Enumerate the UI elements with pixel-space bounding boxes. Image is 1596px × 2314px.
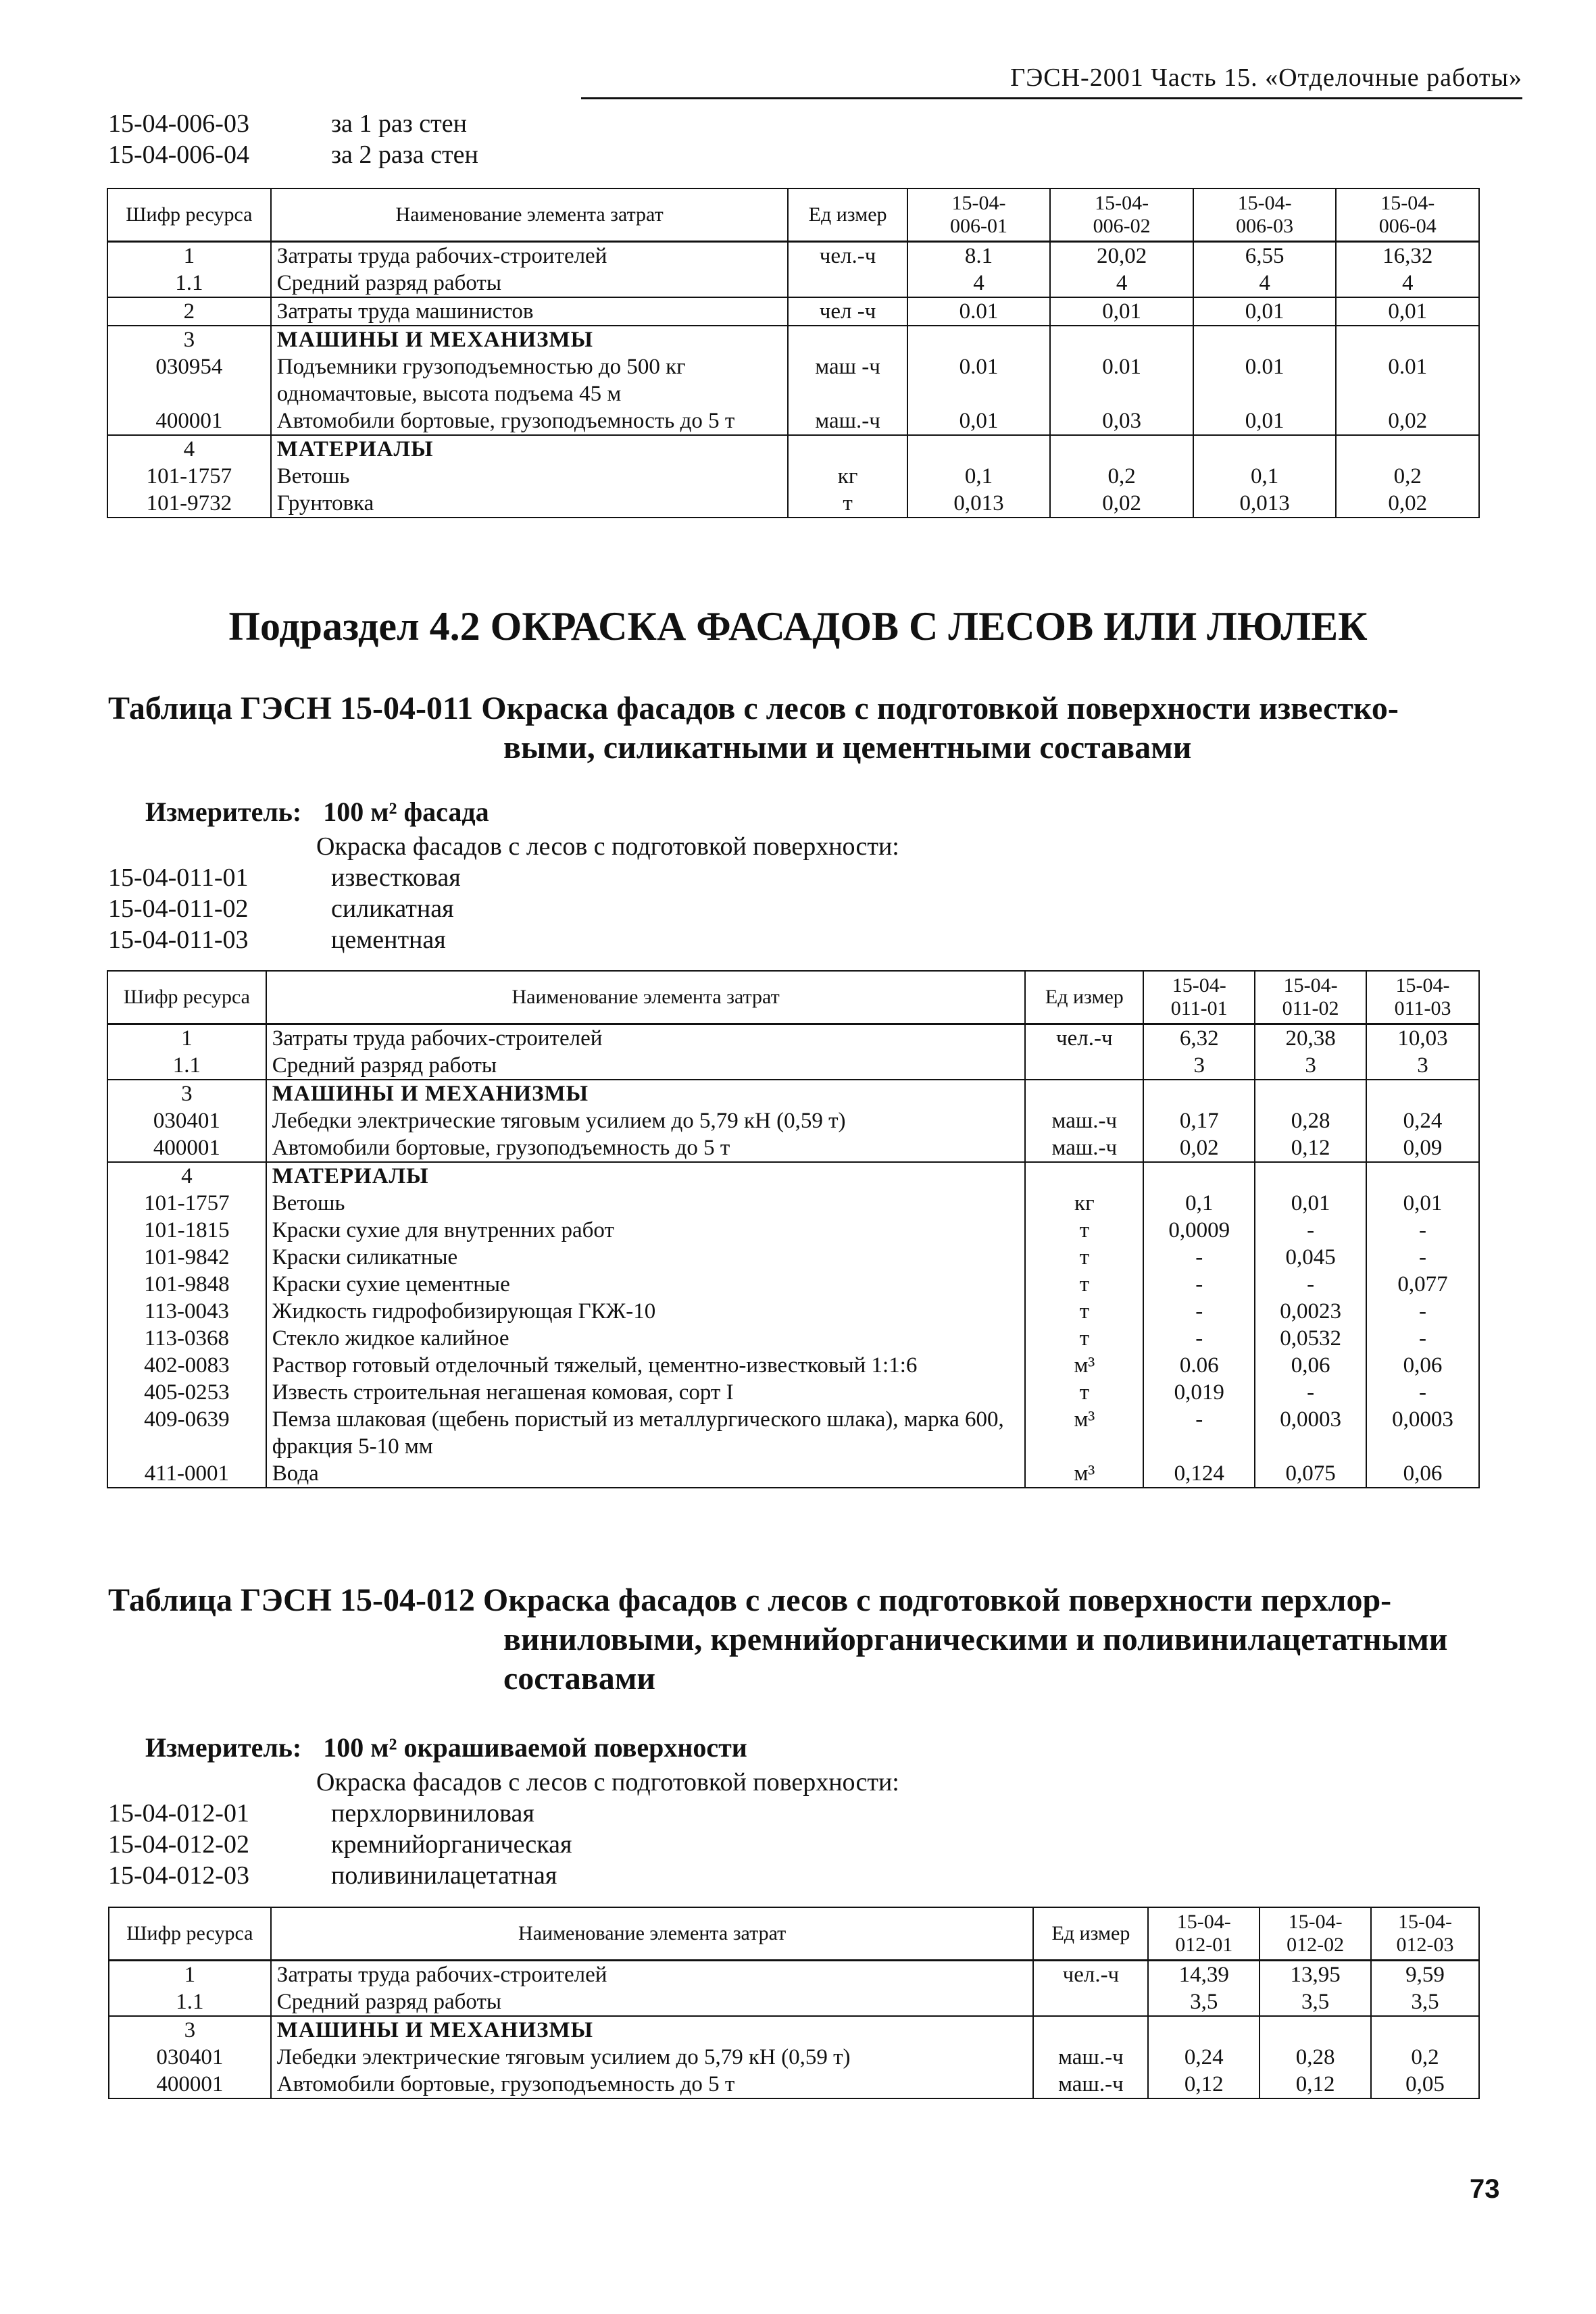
- table-title-line: Таблица ГЭСН 15-04-011 Окраска фасадов с лесов с подготовкой поверхности известко-: [108, 690, 1399, 726]
- item-text: перхлорвиниловая: [331, 1799, 534, 1828]
- column-header: 15-04- 011-01: [1143, 971, 1255, 1024]
- item-code: 15-04-006-04: [108, 141, 249, 169]
- value-cell: [1050, 326, 1193, 353]
- value-cell: -: [1255, 1379, 1366, 1406]
- value-cell: 3,5: [1260, 1988, 1371, 2016]
- value-cell: [1143, 1080, 1255, 1107]
- value-cell: [1193, 326, 1337, 353]
- table-row: [107, 1024, 1479, 1053]
- resource-code-cell: 101-1815: [107, 1217, 266, 1244]
- cost-element-cell: Автомобили бортовые, грузоподъемность до 5 т: [266, 1134, 1026, 1162]
- unit-cell: чел.-ч: [788, 242, 907, 270]
- table-row: [107, 1134, 1479, 1162]
- value-cell: [1193, 435, 1337, 463]
- unit-cell: [1025, 1080, 1143, 1107]
- cost-element-cell: Стекло жидкое калийное: [266, 1325, 1026, 1352]
- value-cell: 0,01: [1366, 1190, 1479, 1217]
- table-row: [107, 407, 1479, 435]
- item-text: цементная: [331, 926, 446, 954]
- table-title-15-04-011: [108, 689, 1514, 768]
- unit-cell: кг: [788, 463, 907, 490]
- value-cell: 0,24: [1148, 2044, 1260, 2071]
- resource-code-cell: 1: [107, 1024, 266, 1053]
- value-cell: 8.1: [907, 242, 1051, 270]
- resource-code-cell: 113-0368: [107, 1325, 266, 1352]
- resource-code-cell: 400001: [107, 1134, 266, 1162]
- table-row: [107, 1080, 1479, 1107]
- cost-element-cell: Пемза шлаковая (щебень пористый из металлургического шлака), марка 600, фракция 5-10 мм: [266, 1406, 1026, 1460]
- value-cell: -: [1143, 1271, 1255, 1298]
- cost-element-cell: Известь строительная негашеная комовая, сорт I: [266, 1379, 1026, 1406]
- unit-cell: чел.-ч: [1025, 1024, 1143, 1053]
- cost-element-cell: Затраты труда рабочих-строителей: [271, 1961, 1034, 1989]
- unit-cell: т: [1025, 1217, 1143, 1244]
- norm-table-15-04-011: [107, 970, 1480, 1488]
- value-cell: 0,077: [1366, 1271, 1479, 1298]
- item-code: 15-04-012-03: [108, 1861, 249, 1890]
- running-header: ГЭСН-2001 Часть 15. «Отделочные работы»: [1010, 64, 1522, 92]
- item-text: за 2 раза стен: [331, 141, 478, 169]
- value-cell: -: [1366, 1325, 1479, 1352]
- value-cell: 9,59: [1371, 1961, 1479, 1989]
- unit-cell: чел -ч: [788, 297, 907, 326]
- resource-code-cell: 113-0043: [107, 1298, 266, 1325]
- table-row: [107, 1298, 1479, 1325]
- list-item: [0, 1798, 1596, 1829]
- value-cell: -: [1143, 1244, 1255, 1271]
- value-cell: 13,95: [1260, 1961, 1371, 1989]
- value-cell: 0.06: [1143, 1352, 1255, 1379]
- value-cell: 0,05: [1371, 2071, 1479, 2098]
- value-cell: 0,01: [1255, 1190, 1366, 1217]
- value-cell: [1143, 1162, 1255, 1190]
- value-cell: 0,2: [1050, 463, 1193, 490]
- value-cell: 0,1: [1193, 463, 1337, 490]
- item-code: 15-04-006-03: [108, 109, 249, 138]
- unit-cell: т: [788, 490, 907, 518]
- column-header: 15-04- 012-02: [1260, 1907, 1371, 1961]
- column-header: 15-04- 006-04: [1336, 188, 1479, 242]
- column-header: 15-04- 006-03: [1193, 188, 1337, 242]
- value-cell: 0,0003: [1255, 1406, 1366, 1460]
- norm-table-15-04-012: [108, 1907, 1480, 2099]
- table-row: [109, 2016, 1479, 2044]
- value-cell: 0,01: [1193, 297, 1337, 326]
- cost-element-cell: Затраты труда рабочих-строителей: [271, 242, 789, 270]
- column-header: Наименование элемента затрат: [271, 1907, 1034, 1961]
- meter-line: [145, 1732, 747, 1763]
- resource-code-cell: 1.1: [107, 270, 271, 297]
- table-row: [107, 1190, 1479, 1217]
- resource-code-cell: 1: [107, 242, 271, 270]
- resource-code-cell: 3: [107, 326, 271, 353]
- cost-element-cell: Раствор готовый отделочный тяжелый, цементно-известковый 1:1:6: [266, 1352, 1026, 1379]
- value-cell: 0,01: [1336, 297, 1479, 326]
- unit-cell: м³: [1025, 1352, 1143, 1379]
- value-cell: 0,1: [1143, 1190, 1255, 1217]
- cost-element-cell: Краски сухие цементные: [266, 1271, 1026, 1298]
- table-row: [107, 326, 1479, 353]
- cost-element-cell: Средний разряд работы: [271, 270, 789, 297]
- table-row: [107, 1052, 1479, 1080]
- resource-code-cell: 400001: [109, 2071, 271, 2098]
- value-cell: 0,02: [1336, 407, 1479, 435]
- unit-cell: [788, 270, 907, 297]
- value-cell: 0.01: [1193, 353, 1337, 407]
- cost-element-cell: Ветошь: [271, 463, 789, 490]
- t3-item-list: [0, 1767, 1596, 1891]
- value-cell: [1366, 1080, 1479, 1107]
- meter-value: 100 м² окрашиваемой поверхности: [323, 1732, 747, 1763]
- column-header: 15-04- 011-02: [1255, 971, 1366, 1024]
- meter-label: Измеритель:: [145, 797, 302, 827]
- list-item: [0, 139, 1596, 170]
- cost-element-cell: Затраты труда машинистов: [271, 297, 789, 326]
- unit-cell: м³: [1025, 1460, 1143, 1488]
- column-header: 15-04- 011-03: [1366, 971, 1479, 1024]
- value-cell: 4: [1336, 270, 1479, 297]
- value-cell: 0,124: [1143, 1460, 1255, 1488]
- value-cell: 0,075: [1255, 1460, 1366, 1488]
- unit-cell: т: [1025, 1244, 1143, 1271]
- resource-code-cell: 030401: [107, 1107, 266, 1134]
- column-header: Шифр ресурса: [107, 188, 271, 242]
- value-cell: 0,12: [1260, 2071, 1371, 2098]
- table-row: [107, 1352, 1479, 1379]
- value-cell: 0,01: [1050, 297, 1193, 326]
- resource-code-cell: 3: [107, 1080, 266, 1107]
- list-item: [0, 924, 1596, 955]
- list-item: [0, 108, 1596, 139]
- table-row: [107, 490, 1479, 518]
- value-cell: 0,02: [1050, 490, 1193, 518]
- t2-item-list: [0, 831, 1596, 955]
- value-cell: 0,013: [1193, 490, 1337, 518]
- column-header: Наименование элемента затрат: [266, 971, 1026, 1024]
- table-row: [107, 1162, 1479, 1190]
- value-cell: -: [1255, 1217, 1366, 1244]
- table-row: [107, 435, 1479, 463]
- value-cell: -: [1143, 1325, 1255, 1352]
- column-header: 15-04- 006-02: [1050, 188, 1193, 242]
- item-text: кремнийорганическая: [331, 1830, 572, 1859]
- item-text: силикатная: [331, 895, 454, 923]
- table-row: [107, 1271, 1479, 1298]
- unit-cell: маш.-ч: [1033, 2044, 1148, 2071]
- value-cell: 0,12: [1255, 1134, 1366, 1162]
- value-cell: 0,0003: [1366, 1406, 1479, 1460]
- value-cell: 14,39: [1148, 1961, 1260, 1989]
- column-header: Шифр ресурса: [109, 1907, 271, 1961]
- value-cell: -: [1255, 1271, 1366, 1298]
- table-row: [109, 2071, 1479, 2098]
- value-cell: [1148, 2016, 1260, 2044]
- resource-code-cell: 1.1: [109, 1988, 271, 2016]
- value-cell: 0,0023: [1255, 1298, 1366, 1325]
- list-item: [0, 1860, 1596, 1891]
- unit-cell: маш.-ч: [1033, 2071, 1148, 2098]
- table-row: [107, 1406, 1479, 1460]
- item-code: 15-04-011-02: [108, 895, 249, 923]
- value-cell: 3,5: [1371, 1988, 1479, 2016]
- list-item: [0, 862, 1596, 893]
- value-cell: 3: [1255, 1052, 1366, 1080]
- cost-element-cell: МАШИНЫ И МЕХАНИЗМЫ: [271, 2016, 1034, 2044]
- value-cell: 0,045: [1255, 1244, 1366, 1271]
- header-rule: [581, 97, 1522, 99]
- resource-code-cell: 2: [107, 297, 271, 326]
- value-cell: [1255, 1080, 1366, 1107]
- column-header: Ед измер: [788, 188, 907, 242]
- value-cell: 0,17: [1143, 1107, 1255, 1134]
- value-cell: 0,28: [1255, 1107, 1366, 1134]
- unit-cell: [1033, 2016, 1148, 2044]
- value-cell: 0,06: [1366, 1460, 1479, 1488]
- resource-code-cell: 4: [107, 435, 271, 463]
- value-cell: 4: [907, 270, 1051, 297]
- value-cell: -: [1366, 1298, 1479, 1325]
- table-header-row: [107, 188, 1479, 242]
- value-cell: 0,019: [1143, 1379, 1255, 1406]
- resource-code-cell: 1.1: [107, 1052, 266, 1080]
- value-cell: 0,06: [1366, 1352, 1479, 1379]
- value-cell: 0,2: [1336, 463, 1479, 490]
- page-number: 73: [1470, 2174, 1500, 2204]
- cost-element-cell: Затраты труда рабочих-строителей: [266, 1024, 1026, 1053]
- cost-element-cell: Подъемники грузоподъемностью до 500 кг одномачтовые, высота подъема 45 м: [271, 353, 789, 407]
- table-title-line: виниловыми, кремнийорганическими и поливинилацетатными: [503, 1621, 1448, 1657]
- value-cell: 0,2: [1371, 2044, 1479, 2071]
- cost-element-cell: Краски сухие для внутренних работ: [266, 1217, 1026, 1244]
- unit-cell: т: [1025, 1271, 1143, 1298]
- value-cell: [1050, 435, 1193, 463]
- unit-cell: м³: [1025, 1406, 1143, 1460]
- unit-cell: [1033, 1988, 1148, 2016]
- value-cell: [1255, 1162, 1366, 1190]
- value-cell: 0,03: [1050, 407, 1193, 435]
- column-header: 15-04- 012-03: [1371, 1907, 1479, 1961]
- value-cell: -: [1366, 1217, 1479, 1244]
- unit-cell: [788, 435, 907, 463]
- meter-label: Измеритель:: [145, 1732, 302, 1763]
- unit-cell: маш -ч: [788, 353, 907, 407]
- value-cell: [1336, 326, 1479, 353]
- unit-cell: [788, 326, 907, 353]
- table-title-line: составами: [503, 1661, 656, 1696]
- resource-code-cell: 3: [109, 2016, 271, 2044]
- unit-cell: маш.-ч: [1025, 1107, 1143, 1134]
- value-cell: 6,55: [1193, 242, 1337, 270]
- value-cell: 0.01: [907, 353, 1051, 407]
- value-cell: 0,09: [1366, 1134, 1479, 1162]
- value-cell: 0,06: [1255, 1352, 1366, 1379]
- column-header: Ед измер: [1025, 971, 1143, 1024]
- column-header: Наименование элемента затрат: [271, 188, 789, 242]
- value-cell: 20,02: [1050, 242, 1193, 270]
- subsection-title: Подраздел 4.2 ОКРАСКА ФАСАДОВ С ЛЕСОВ ИЛИ ЛЮЛЕК: [228, 604, 1368, 649]
- cost-element-cell: МАТЕРИАЛЫ: [271, 435, 789, 463]
- value-cell: 6,32: [1143, 1024, 1255, 1053]
- value-cell: 10,03: [1366, 1024, 1479, 1053]
- cost-element-cell: Автомобили бортовые, грузоподъемность до 5 т: [271, 2071, 1034, 2098]
- table-title-line: выми, силикатными и цементными составами: [503, 730, 1192, 765]
- table-header-row: [109, 1907, 1479, 1961]
- value-cell: [907, 435, 1051, 463]
- list-intro: Окраска фасадов с лесов с подготовкой поверхности:: [316, 1768, 899, 1796]
- item-code: 15-04-012-02: [108, 1830, 249, 1859]
- cost-element-cell: Ветошь: [266, 1190, 1026, 1217]
- table-row: [107, 297, 1479, 326]
- table-row: [107, 463, 1479, 490]
- unit-cell: [1025, 1162, 1143, 1190]
- resource-code-cell: 411-0001: [107, 1460, 266, 1488]
- table-row: [107, 1107, 1479, 1134]
- cost-element-cell: Средний разряд работы: [271, 1988, 1034, 2016]
- value-cell: 0.01: [1050, 353, 1193, 407]
- unit-cell: [1025, 1052, 1143, 1080]
- value-cell: -: [1143, 1406, 1255, 1460]
- cost-element-cell: Лебедки электрические тяговым усилием до 5,79 кН (0,59 т): [271, 2044, 1034, 2071]
- value-cell: 0,01: [907, 407, 1051, 435]
- column-header: Ед измер: [1033, 1907, 1148, 1961]
- cost-element-cell: Краски силикатные: [266, 1244, 1026, 1271]
- table-header-row: [107, 971, 1479, 1024]
- table-row: [107, 1379, 1479, 1406]
- column-header: 15-04- 006-01: [907, 188, 1051, 242]
- unit-cell: кг: [1025, 1190, 1143, 1217]
- table-row: [107, 1325, 1479, 1352]
- resource-code-cell: 101-9848: [107, 1271, 266, 1298]
- value-cell: 0,1: [907, 463, 1051, 490]
- cost-element-cell: МАШИНЫ И МЕХАНИЗМЫ: [266, 1080, 1026, 1107]
- cost-element-cell: Лебедки электрические тяговым усилием до 5,79 кН (0,59 т): [266, 1107, 1026, 1134]
- value-cell: 0,01: [1193, 407, 1337, 435]
- cost-element-cell: МАТЕРИАЛЫ: [266, 1162, 1026, 1190]
- resource-code-cell: 030401: [109, 2044, 271, 2071]
- value-cell: [1336, 435, 1479, 463]
- resource-code-cell: 030954: [107, 353, 271, 407]
- item-code: 15-04-012-01: [108, 1799, 249, 1828]
- top-item-list: [0, 108, 1596, 170]
- list-item: [0, 1829, 1596, 1860]
- value-cell: -: [1143, 1298, 1255, 1325]
- list-item: [0, 893, 1596, 924]
- table-row: [109, 2044, 1479, 2071]
- table-row: [107, 1244, 1479, 1271]
- value-cell: 0,12: [1148, 2071, 1260, 2098]
- table-row: [107, 353, 1479, 407]
- norm-table-15-04-006: [107, 188, 1480, 518]
- value-cell: 0,24: [1366, 1107, 1479, 1134]
- item-code: 15-04-011-01: [108, 863, 249, 892]
- value-cell: [1260, 2016, 1371, 2044]
- resource-code-cell: 405-0253: [107, 1379, 266, 1406]
- table-row: [107, 270, 1479, 297]
- item-text: поливинилацетатная: [331, 1861, 557, 1890]
- resource-code-cell: 4: [107, 1162, 266, 1190]
- resource-code-cell: 101-1757: [107, 1190, 266, 1217]
- table-row: [107, 1460, 1479, 1488]
- resource-code-cell: 101-1757: [107, 463, 271, 490]
- value-cell: 0,02: [1336, 490, 1479, 518]
- item-text: известковая: [331, 863, 461, 892]
- resource-code-cell: 409-0639: [107, 1406, 266, 1460]
- value-cell: 4: [1193, 270, 1337, 297]
- value-cell: 0,013: [907, 490, 1051, 518]
- table-row: [109, 1988, 1479, 2016]
- list-intro: Окраска фасадов с лесов с подготовкой поверхности:: [316, 832, 899, 861]
- resource-code-cell: 402-0083: [107, 1352, 266, 1379]
- value-cell: 0,02: [1143, 1134, 1255, 1162]
- cost-element-cell: Средний разряд работы: [266, 1052, 1026, 1080]
- unit-cell: маш.-ч: [1025, 1134, 1143, 1162]
- unit-cell: чел.-ч: [1033, 1961, 1148, 1989]
- value-cell: 0,28: [1260, 2044, 1371, 2071]
- value-cell: 16,32: [1336, 242, 1479, 270]
- resource-code-cell: 400001: [107, 407, 271, 435]
- unit-cell: т: [1025, 1379, 1143, 1406]
- unit-cell: т: [1025, 1298, 1143, 1325]
- value-cell: 4: [1050, 270, 1193, 297]
- table-row: [109, 1961, 1479, 1989]
- column-header: Шифр ресурса: [107, 971, 266, 1024]
- value-cell: 3: [1366, 1052, 1479, 1080]
- value-cell: 0.01: [907, 297, 1051, 326]
- value-cell: [907, 326, 1051, 353]
- column-header: 15-04- 012-01: [1148, 1907, 1260, 1961]
- table-title-15-04-012: [108, 1581, 1514, 1699]
- meter-value: 100 м² фасада: [323, 797, 489, 827]
- value-cell: 20,38: [1255, 1024, 1366, 1053]
- cost-element-cell: Вода: [266, 1460, 1026, 1488]
- item-code: 15-04-011-03: [108, 926, 249, 954]
- value-cell: 0,0532: [1255, 1325, 1366, 1352]
- table-row: [107, 242, 1479, 270]
- value-cell: 0.01: [1336, 353, 1479, 407]
- unit-cell: маш.-ч: [788, 407, 907, 435]
- table-title-line: Таблица ГЭСН 15-04-012 Окраска фасадов с лесов с подготовкой поверхности перхлор-: [108, 1582, 1392, 1618]
- value-cell: -: [1366, 1244, 1479, 1271]
- cost-element-cell: Грунтовка: [271, 490, 789, 518]
- meter-line: [145, 796, 489, 828]
- cost-element-cell: Жидкость гидрофобизирующая ГКЖ-10: [266, 1298, 1026, 1325]
- cost-element-cell: Автомобили бортовые, грузоподъемность до 5 т: [271, 407, 789, 435]
- resource-code-cell: 101-9842: [107, 1244, 266, 1271]
- value-cell: -: [1366, 1379, 1479, 1406]
- table-row: [107, 1217, 1479, 1244]
- value-cell: 0,0009: [1143, 1217, 1255, 1244]
- value-cell: [1371, 2016, 1479, 2044]
- unit-cell: т: [1025, 1325, 1143, 1352]
- value-cell: 3: [1143, 1052, 1255, 1080]
- value-cell: 3,5: [1148, 1988, 1260, 2016]
- cost-element-cell: МАШИНЫ И МЕХАНИЗМЫ: [271, 326, 789, 353]
- resource-code-cell: 101-9732: [107, 490, 271, 518]
- resource-code-cell: 1: [109, 1961, 271, 1989]
- item-text: за 1 раз стен: [331, 109, 467, 138]
- value-cell: [1366, 1162, 1479, 1190]
